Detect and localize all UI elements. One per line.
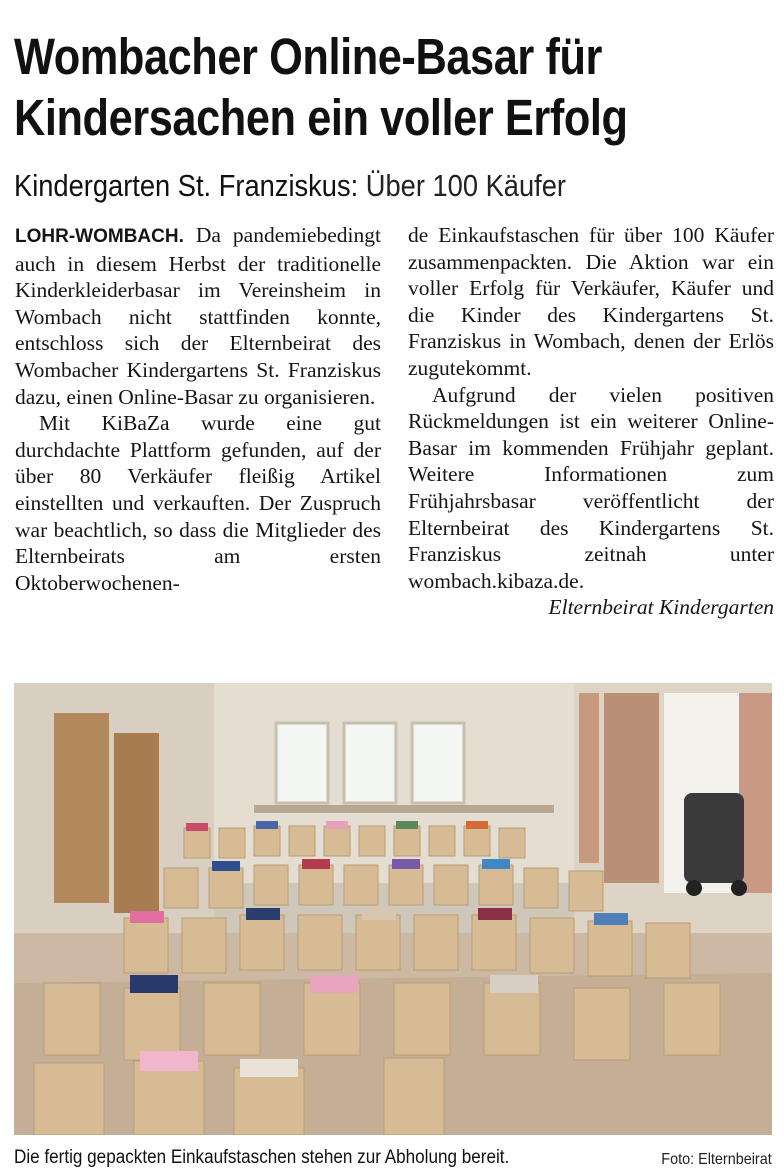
article-paragraph-2: Mit KiBaZa wurde eine gut durchdachte Plattform gefunden, auf der über 80 Verkäufer fleißig Artikel einstellten und verkauften. Der Zuspruch war beachtlich, so dass die Mitglieder des Elternbeirats am ersten Oktoberwochenen- (15, 411, 381, 595)
article-author: Elternbeirat Kindergarten (548, 595, 774, 620)
dateline: LOHR-WOMBACH. (15, 226, 184, 247)
article-paragraph-4: Aufgrund der vielen positiven Rückmeldungen ist ein weiterer Online-Basar im kommenden Frühjahr geplant. Weitere Informationen zum Frühjahrsbasar veröffentlicht der Elternbeirat des Kindergartens St. Franziskus zeitnah unter wombach.kibaza.de. (408, 382, 774, 593)
photo-illustration (14, 683, 772, 1135)
article-paragraph-1 (15, 222, 381, 410)
article-column-right (408, 222, 774, 621)
article-photo (14, 683, 772, 1135)
headline-line-1: Wombacher Online-Basar für (14, 28, 602, 85)
headline-line-2: Kindersachen ein voller Erfolg (14, 89, 628, 146)
subheadline (14, 166, 566, 206)
article-column-left (15, 222, 381, 596)
article-paragraph-3: de Einkaufstaschen für über 100 Käufer zusammenpackten. Die Aktion war ein voller Erfolg für Verkäufer, Käufer und die Kinder des Kindergartens St. Franziskus in Wombach, denen der Erlös zugutekommt. (408, 223, 774, 380)
photo-caption: Die fertig gepackten Einkaufstaschen stehen zur Abholung bereit. (14, 1147, 510, 1168)
paragraph-1-text: Da pandemiebedingt auch in diesem Herbst der traditionelle Kinderkleiderbasar im Vereinsheim in Wombach nicht stattfinden konnte, entschloss sich der Elternbeirat des Wombacher Kindergartens St. Franziskus dazu, einen Online-Basar zu organisieren. (15, 223, 381, 409)
subheadline-rest: Über 100 Käufer (365, 168, 566, 203)
headline (14, 26, 779, 148)
photo-credit: Foto: Elternbeirat (661, 1151, 772, 1168)
subheadline-lead: Kindergarten St. Franziskus: (14, 168, 359, 203)
